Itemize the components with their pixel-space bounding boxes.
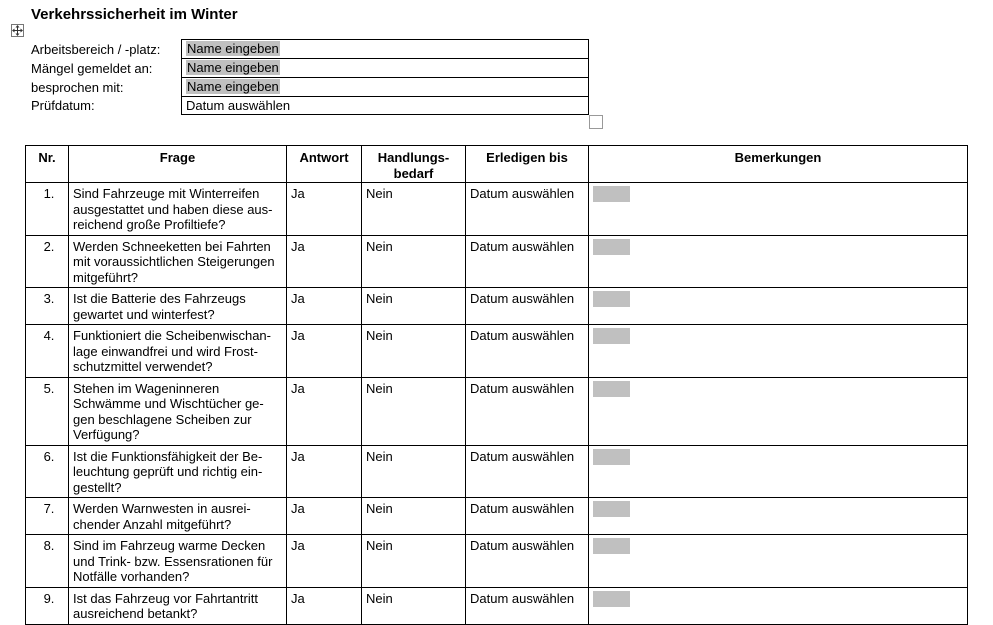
answer-dropdown[interactable]: Ja — [287, 325, 362, 378]
table-row — [26, 587, 968, 624]
label-pruefdatum: Prüfdatum: — [31, 98, 95, 113]
handlungsbedarf-dropdown[interactable]: Nein — [362, 535, 466, 588]
handlungsbedarf-dropdown[interactable]: Nein — [362, 235, 466, 288]
question-text: Ist die Batterie des Fahrzeugs gewartet und winterfest? — [69, 288, 287, 325]
erledigen-date-picker[interactable]: Datum auswählen — [466, 235, 589, 288]
answer-dropdown[interactable]: Ja — [287, 183, 362, 236]
row-number: 1. — [26, 183, 69, 236]
row-number: 2. — [26, 235, 69, 288]
bemerkungen-field[interactable] — [593, 501, 630, 517]
label-arbeitsbereich: Arbeitsbereich / -platz: — [31, 42, 161, 57]
question-text: Funktioniert die Scheibenwischan- lage einwandfrei und wird Frost- schutzmittel verwendet? — [69, 325, 287, 378]
table-row — [26, 498, 968, 535]
erledigen-date-picker[interactable]: Datum auswählen — [466, 587, 589, 624]
answer-dropdown[interactable]: Ja — [287, 235, 362, 288]
table-header-row — [26, 146, 968, 183]
table-row — [26, 377, 968, 445]
handlungsbedarf-dropdown[interactable]: Nein — [362, 325, 466, 378]
document-title: Verkehrssicherheit im Winter — [31, 6, 238, 23]
erledigen-date-picker[interactable]: Datum auswählen — [466, 183, 589, 236]
label-besprochen-mit: besprochen mit: — [31, 80, 124, 95]
erledigen-date-picker[interactable]: Datum auswählen — [466, 535, 589, 588]
form-fields — [181, 39, 589, 115]
bemerkungen-cell — [589, 235, 968, 288]
row-number: 9. — [26, 587, 69, 624]
table-row — [26, 288, 968, 325]
bemerkungen-cell — [589, 535, 968, 588]
handlungsbedarf-dropdown[interactable]: Nein — [362, 288, 466, 325]
row-number: 5. — [26, 377, 69, 445]
row-number: 8. — [26, 535, 69, 588]
table-move-handle-icon[interactable] — [11, 24, 24, 37]
handlungsbedarf-dropdown[interactable]: Nein — [362, 377, 466, 445]
handlungsbedarf-dropdown[interactable]: Nein — [362, 587, 466, 624]
bemerkungen-field[interactable] — [593, 239, 630, 255]
table-row — [26, 325, 968, 378]
table-row — [26, 535, 968, 588]
handlungsbedarf-dropdown[interactable]: Nein — [362, 183, 466, 236]
bemerkungen-cell — [589, 498, 968, 535]
answer-dropdown[interactable]: Ja — [287, 498, 362, 535]
header-nr: Nr. — [26, 146, 69, 183]
erledigen-date-picker[interactable]: Datum auswählen — [466, 498, 589, 535]
answer-dropdown[interactable]: Ja — [287, 288, 362, 325]
question-text: Sind im Fahrzeug warme Decken und Trink- bzw. Essensrationen für Notfälle vorhanden? — [69, 535, 287, 588]
question-text: Werden Schneeketten bei Fahrten mit voraussichtlichen Steigerungen mitgeführt? — [69, 235, 287, 288]
erledigen-date-picker[interactable]: Datum auswählen — [466, 377, 589, 445]
arbeitsbereich-field[interactable]: Name eingeben — [182, 40, 588, 59]
question-text: Ist die Funktionsfähigkeit der Be- leuchtung geprüft und richtig ein- gestellt? — [69, 445, 287, 498]
besprochen-mit-field[interactable]: Name eingeben — [182, 78, 588, 97]
table-row — [26, 445, 968, 498]
checkbox[interactable] — [589, 115, 603, 129]
maengel-gemeldet-field[interactable]: Name eingeben — [182, 59, 588, 78]
pruefdatum-date-picker[interactable]: Datum auswählen — [186, 98, 291, 113]
question-text: Ist das Fahrzeug vor Fahrtantritt ausreichend betankt? — [69, 587, 287, 624]
answer-dropdown[interactable]: Ja — [287, 535, 362, 588]
bemerkungen-field[interactable] — [593, 291, 630, 307]
row-number: 6. — [26, 445, 69, 498]
row-number: 7. — [26, 498, 69, 535]
table-row — [26, 183, 968, 236]
row-number: 3. — [26, 288, 69, 325]
handlungsbedarf-dropdown[interactable]: Nein — [362, 445, 466, 498]
row-number: 4. — [26, 325, 69, 378]
bemerkungen-cell — [589, 587, 968, 624]
erledigen-date-picker[interactable]: Datum auswählen — [466, 288, 589, 325]
checklist-table — [25, 145, 968, 625]
bemerkungen-cell — [589, 288, 968, 325]
handlungsbedarf-dropdown[interactable]: Nein — [362, 498, 466, 535]
erledigen-date-picker[interactable]: Datum auswählen — [466, 445, 589, 498]
bemerkungen-cell — [589, 377, 968, 445]
bemerkungen-cell — [589, 325, 968, 378]
answer-dropdown[interactable]: Ja — [287, 445, 362, 498]
answer-dropdown[interactable]: Ja — [287, 587, 362, 624]
question-text: Werden Warnwesten in ausrei- chender Anzahl mitgeführt? — [69, 498, 287, 535]
bemerkungen-field[interactable] — [593, 449, 630, 465]
bemerkungen-field[interactable] — [593, 538, 630, 554]
header-antwort: Antwort — [287, 146, 362, 183]
bemerkungen-field[interactable] — [593, 381, 630, 397]
header-bemerkungen: Bemerkungen — [589, 146, 968, 183]
header-handlungsbedarf: Handlungs- bedarf — [362, 146, 466, 183]
bemerkungen-cell — [589, 183, 968, 236]
answer-dropdown[interactable]: Ja — [287, 377, 362, 445]
header-erledigen-bis: Erledigen bis — [466, 146, 589, 183]
header-frage: Frage — [69, 146, 287, 183]
form-labels — [31, 40, 160, 115]
label-maengel-gemeldet: Mängel gemeldet an: — [31, 61, 153, 76]
table-row — [26, 235, 968, 288]
bemerkungen-cell — [589, 445, 968, 498]
question-text: Sind Fahrzeuge mit Winterreifen ausgestattet und haben diese aus- reichend große Profiltiefe? — [69, 183, 287, 236]
question-text: Stehen im Wageninneren Schwämme und Wischtücher ge- gen beschlagene Scheiben zur Verfügung? — [69, 377, 287, 445]
erledigen-date-picker[interactable]: Datum auswählen — [466, 325, 589, 378]
bemerkungen-field[interactable] — [593, 328, 630, 344]
bemerkungen-field[interactable] — [593, 186, 630, 202]
bemerkungen-field[interactable] — [593, 591, 630, 607]
